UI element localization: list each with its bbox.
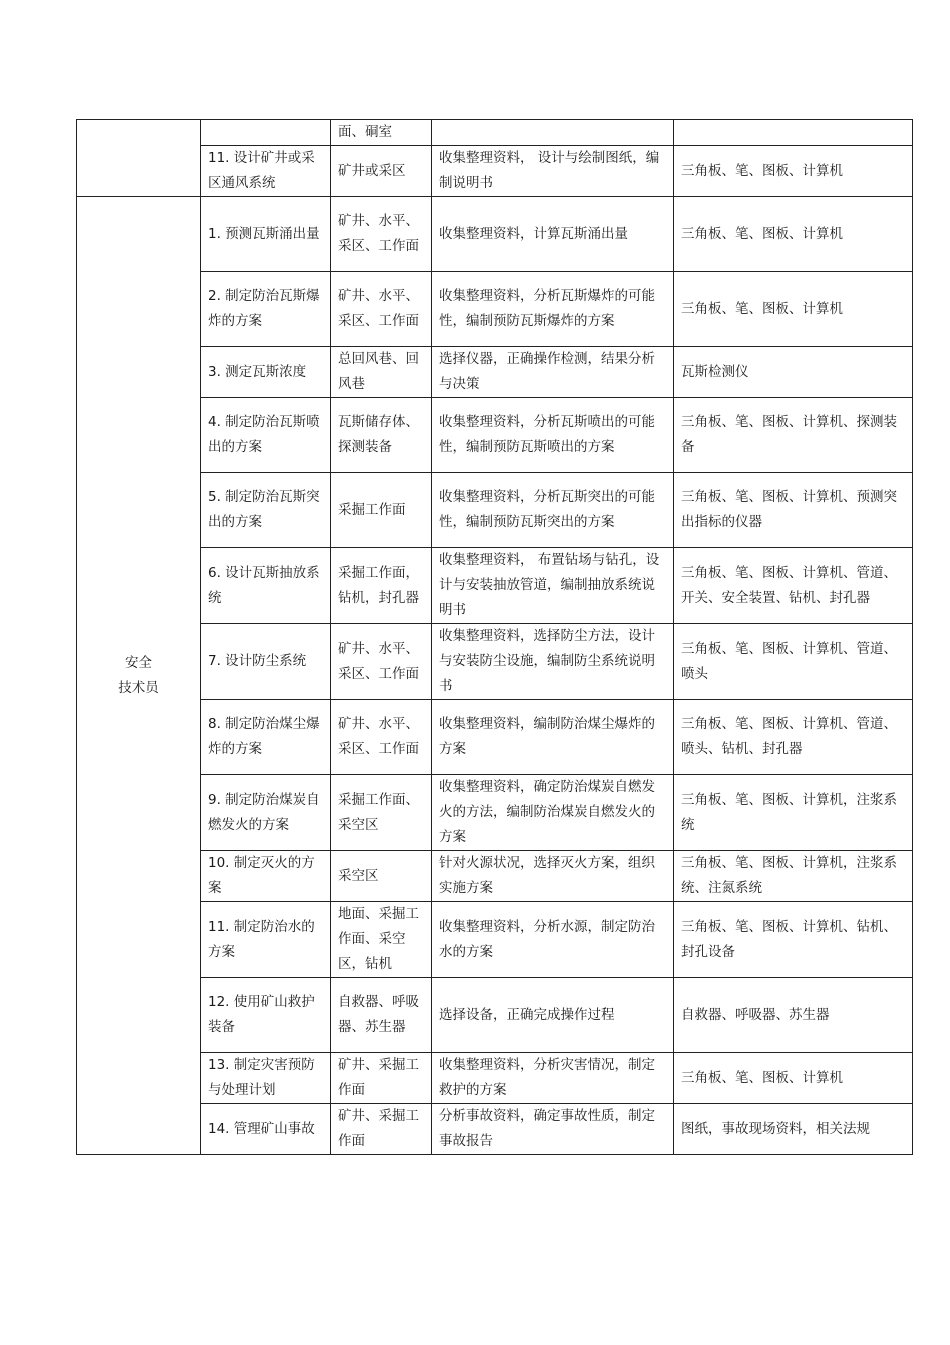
- task-cell: 8. 制定防治煤尘爆炸的方案: [201, 700, 331, 775]
- role-label-line1: 安全: [125, 654, 152, 671]
- table-row: [77, 1104, 913, 1155]
- content-cell: 收集整理资料，分析瓦斯喷出的可能性，编制预防瓦斯喷出的方案: [432, 398, 674, 473]
- tools-cell: 自救器、呼吸器、苏生器: [674, 978, 913, 1053]
- task-cell: [201, 120, 331, 146]
- content-cell: 收集整理资料，分析瓦斯突出的可能性，编制预防瓦斯突出的方案: [432, 473, 674, 548]
- task-cell: 13. 制定灾害预防与处理计划: [201, 1053, 331, 1104]
- location-cell: 采掘工作面，钻机，封孔器: [331, 548, 432, 624]
- task-cell: 3. 测定瓦斯浓度: [201, 347, 331, 398]
- location-cell: 矿井、水平、采区、工作面: [331, 624, 432, 700]
- table-row: [77, 624, 913, 700]
- tools-cell: 瓦斯检测仪: [674, 347, 913, 398]
- tools-cell: 三角板、笔、图板、计算机，注浆系统: [674, 775, 913, 851]
- content-cell: 收集整理资料，分析灾害情况，制定救护的方案: [432, 1053, 674, 1104]
- tools-cell: 三角板、笔、图板、计算机、预测突出指标的仪器: [674, 473, 913, 548]
- task-cell: 14. 管理矿山事故: [201, 1104, 331, 1155]
- role-cell-empty: [77, 120, 201, 197]
- table-row: [77, 347, 913, 398]
- content-cell: 选择仪器，正确操作检测，结果分析与决策: [432, 347, 674, 398]
- tools-cell: 三角板、笔、图板、计算机: [674, 197, 913, 272]
- table-row: [77, 197, 913, 272]
- table-row: [77, 473, 913, 548]
- tools-cell: 三角板、笔、图板、计算机、探测装备: [674, 398, 913, 473]
- location-cell: 总回风巷、回风巷: [331, 347, 432, 398]
- location-cell: 矿井、水平、采区、工作面: [331, 700, 432, 775]
- location-cell: 采空区: [331, 851, 432, 902]
- location-cell: 矿井、采掘工作面: [331, 1053, 432, 1104]
- tools-cell: 三角板、笔、图板、计算机: [674, 146, 913, 197]
- location-cell: 采掘工作面、采空区: [331, 775, 432, 851]
- location-cell: 矿井、采掘工作面: [331, 1104, 432, 1155]
- content-cell: [432, 120, 674, 146]
- content-cell: 收集整理资料，计算瓦斯涌出量: [432, 197, 674, 272]
- tools-cell: 三角板、笔、图板、计算机、管道、喷头: [674, 624, 913, 700]
- location-cell: 瓦斯储存体、探测装备: [331, 398, 432, 473]
- location-cell: 自救器、呼吸器、苏生器: [331, 978, 432, 1053]
- content-cell: 收集整理资料，分析水源，制定防治水的方案: [432, 902, 674, 978]
- content-cell: 收集整理资料，编制防治煤尘爆炸的方案: [432, 700, 674, 775]
- tools-cell: 三角板、笔、图板、计算机、管道、开关、安全装置、钻机、封孔器: [674, 548, 913, 624]
- content-cell: 收集整理资料， 设计与绘制图纸，编制说明书: [432, 146, 674, 197]
- role-cell: [77, 197, 201, 1155]
- table-row: [77, 851, 913, 902]
- task-cell: 12. 使用矿山救护装备: [201, 978, 331, 1053]
- location-cell: 矿井、水平、采区、工作面: [331, 272, 432, 347]
- task-cell: 4. 制定防治瓦斯喷出的方案: [201, 398, 331, 473]
- table-row: [77, 120, 913, 146]
- role-label-line2: 技术员: [118, 679, 159, 696]
- task-cell: 1. 预测瓦斯涌出量: [201, 197, 331, 272]
- tools-cell: 三角板、笔、图板、计算机，注浆系统、注氮系统: [674, 851, 913, 902]
- content-cell: 选择设备，正确完成操作过程: [432, 978, 674, 1053]
- table-row: [77, 775, 913, 851]
- table-row: [77, 700, 913, 775]
- content-cell: 收集整理资料，确定防治煤炭自燃发火的方法，编制防治煤炭自燃发火的方案: [432, 775, 674, 851]
- content-cell: 针对火源状况，选择灭火方案，组织实施方案: [432, 851, 674, 902]
- tools-cell: [674, 120, 913, 146]
- location-cell: 地面、采掘工作面、采空区，钻机: [331, 902, 432, 978]
- table-row: [77, 146, 913, 197]
- task-cell: 11. 制定防治水的方案: [201, 902, 331, 978]
- table-row: [77, 398, 913, 473]
- table-row: [77, 272, 913, 347]
- task-cell: 2. 制定防治瓦斯爆炸的方案: [201, 272, 331, 347]
- tools-cell: 三角板、笔、图板、计算机、管道、喷头、钻机、封孔器: [674, 700, 913, 775]
- table-row: [77, 978, 913, 1053]
- task-cell: 11. 设计矿井或采区通风系统: [201, 146, 331, 197]
- location-cell: 矿井、水平、采区、工作面: [331, 197, 432, 272]
- content-cell: 收集整理资料，分析瓦斯爆炸的可能性，编制预防瓦斯爆炸的方案: [432, 272, 674, 347]
- content-cell: 分析事故资料，确定事故性质，制定事故报告: [432, 1104, 674, 1155]
- location-cell: 矿井或采区: [331, 146, 432, 197]
- tools-cell: 图纸，事故现场资料，相关法规: [674, 1104, 913, 1155]
- table-row: [77, 548, 913, 624]
- content-cell: 收集整理资料， 布置钻场与钻孔，设计与安装抽放管道，编制抽放系统说明书: [432, 548, 674, 624]
- table-row: [77, 1053, 913, 1104]
- location-cell: 面、硐室: [331, 120, 432, 146]
- content-cell: 收集整理资料，选择防尘方法，设计与安装防尘设施，编制防尘系统说明书: [432, 624, 674, 700]
- tools-cell: 三角板、笔、图板、计算机: [674, 1053, 913, 1104]
- tools-cell: 三角板、笔、图板、计算机: [674, 272, 913, 347]
- tools-cell: 三角板、笔、图板、计算机、钻机、封孔设备: [674, 902, 913, 978]
- task-cell: 7. 设计防尘系统: [201, 624, 331, 700]
- task-cell: 9. 制定防治煤炭自燃发火的方案: [201, 775, 331, 851]
- table-row: [77, 902, 913, 978]
- task-cell: 10. 制定灭火的方案: [201, 851, 331, 902]
- safety-task-table: [76, 119, 913, 1155]
- task-cell: 5. 制定防治瓦斯突出的方案: [201, 473, 331, 548]
- location-cell: 采掘工作面: [331, 473, 432, 548]
- task-cell: 6. 设计瓦斯抽放系统: [201, 548, 331, 624]
